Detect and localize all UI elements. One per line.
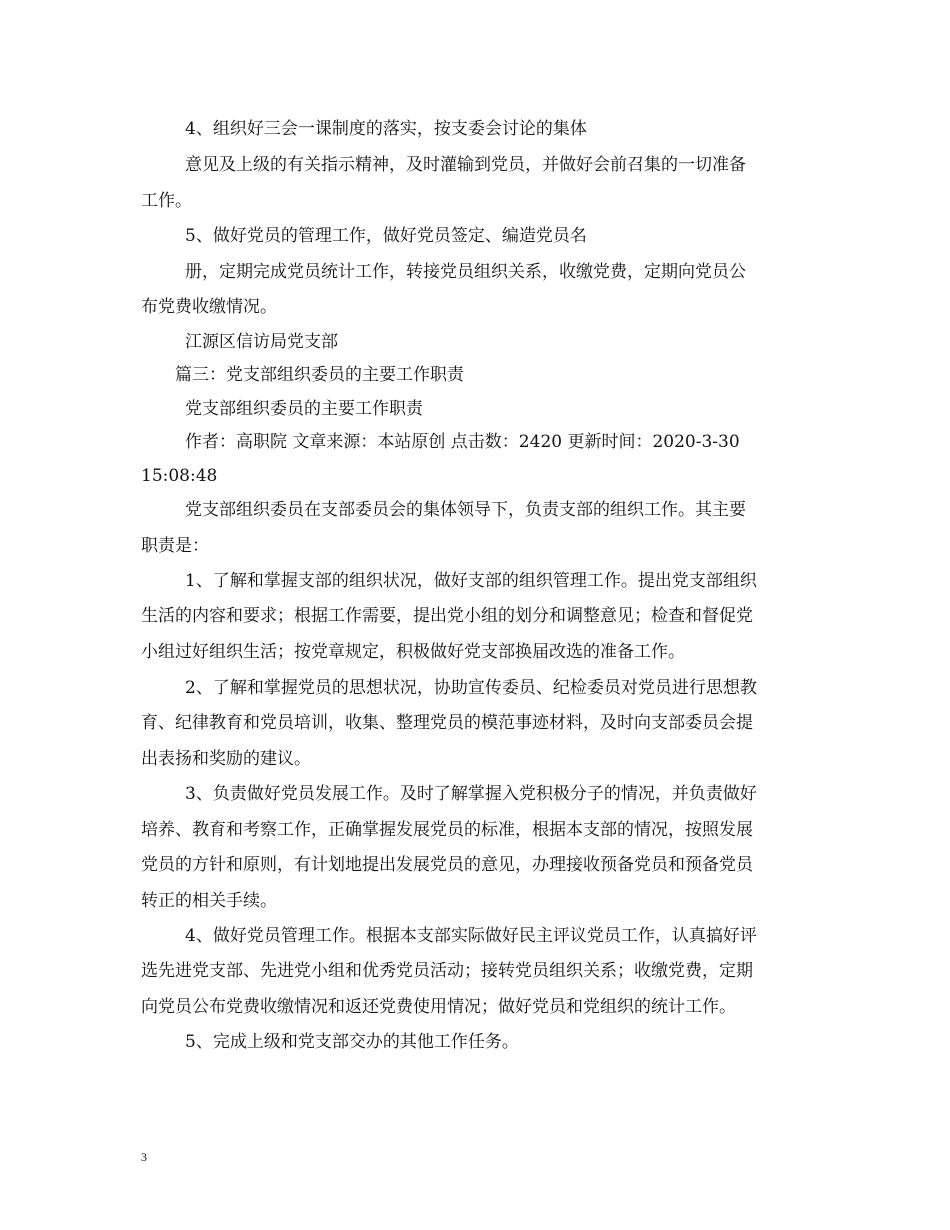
text-line: 3、负责做好党员发展工作。及时了解掌握入党积极分子的情况，并负责做好: [185, 784, 757, 804]
text-line: 生活的内容和要求；根据工作需要，提出党小组的划分和调整意见；检查和督促党: [141, 606, 753, 626]
text-line: 意见及上级的有关指示精神，及时灌输到党员，并做好会前召集的一切准备: [185, 155, 746, 175]
text-line: 培养、教育和考察工作，正确掌握发展党员的标准，根据本支部的情况，按照发展: [141, 820, 753, 840]
text-line: 职责是：: [141, 536, 209, 556]
text-line: 4、做好党员管理工作。根据本支部实际做好民主评议党员工作，认真搞好评: [185, 926, 757, 946]
text-line: 出表扬和奖励的建议。: [141, 749, 311, 769]
text-line: 4、组织好三会一课制度的落实，按支委会讨论的集体: [185, 119, 587, 139]
text-line: 向党员公布党费收缴情况和返还党费使用情况；做好党员和党组织的统计工作。: [141, 997, 736, 1017]
text-line: 党支部组织委员在支部委员会的集体领导下，负责支部的组织工作。其主要: [185, 500, 746, 520]
article-meta-time: 15:08:48: [141, 466, 218, 486]
text-line: 5、做好党员的管理工作，做好党员签定、编造党员名: [185, 226, 587, 246]
text-line: 江源区信访局党支部: [185, 332, 338, 352]
article-title: 党支部组织委员的主要工作职责: [185, 399, 423, 419]
article-meta: 作者：高职院 文章来源：本站原创 点击数：2420 更新时间：2020-3-30: [185, 432, 740, 452]
page-number: 3: [141, 1150, 147, 1164]
text-line: 党员的方针和原则，有计划地提出发展党员的意见，办理接收预备党员和预备党员: [141, 855, 753, 875]
text-line: 册，定期完成党员统计工作，转接党员组织关系，收缴党费，定期向党员公: [185, 262, 746, 282]
text-line: 育、纪律教育和党员培训，收集、整理党员的模范事迹材料，及时向支部委员会提: [141, 713, 753, 733]
text-line: 工作。: [141, 191, 192, 211]
text-line: 布党费收缴情况。: [141, 297, 277, 317]
section-heading: 篇三：党支部组织委员的主要工作职责: [175, 365, 464, 385]
text-line: 选先进党支部、先进党小组和优秀党员活动；接转党员组织关系；收缴党费，定期: [141, 961, 753, 981]
text-line: 小组过好组织生活；按党章规定，积极做好党支部换届改选的准备工作。: [141, 642, 685, 662]
text-line: 1、了解和掌握支部的组织状况，做好支部的组织管理工作。提出党支部组织: [185, 571, 757, 591]
text-line: 5、完成上级和党支部交办的其他工作任务。: [185, 1032, 519, 1052]
text-line: 2、了解和掌握党员的思想状况，协助宣传委员、纪检委员对党员进行思想教: [185, 678, 757, 698]
text-line: 转正的相关手续。: [141, 891, 277, 911]
